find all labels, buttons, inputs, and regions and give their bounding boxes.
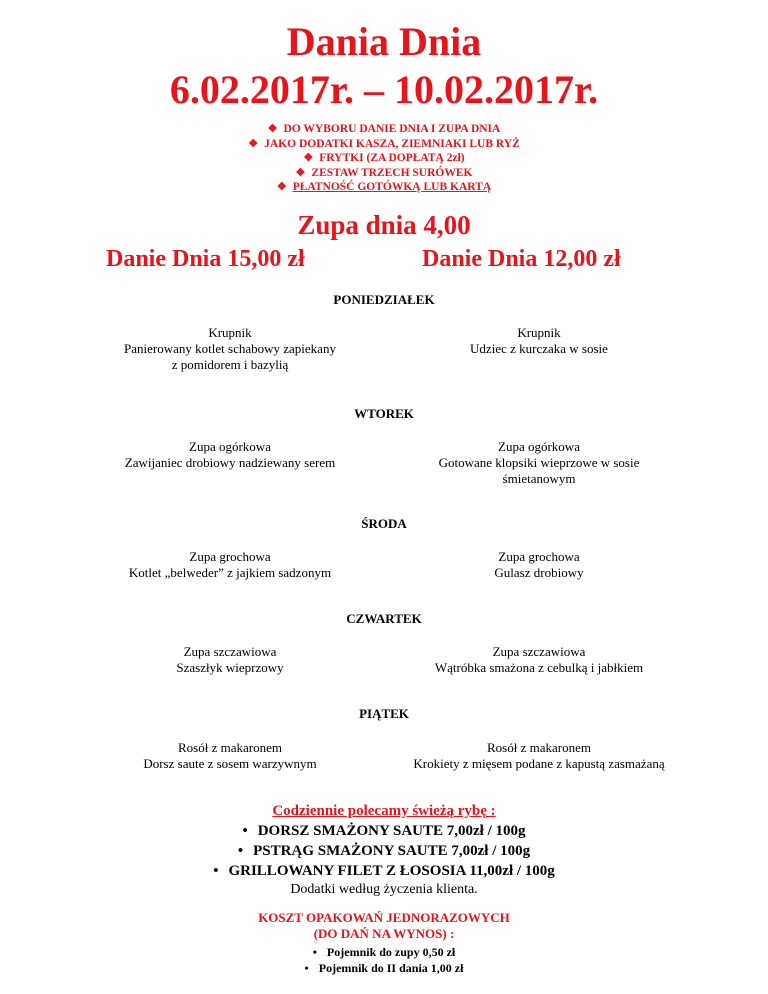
fish-list <box>0 821 768 881</box>
soup-price: Zupa dnia 4,00 <box>297 210 471 240</box>
note-item: ❖ DO WYBORU DANIE DNIA I ZUPA DNIA <box>267 123 501 135</box>
packaging-subheading: (DO DAŃ NA WYNOS) : <box>313 926 455 941</box>
packaging-item: • Pojemnik do zupy 0,50 zł <box>0 944 768 960</box>
day-heading: CZWARTEK <box>346 611 422 626</box>
day-menu-left: Zupa szczawiowa Szaszłyk wieprzowy <box>176 644 284 675</box>
packaging-section <box>0 910 768 976</box>
price-right: Danie Dnia 12,00 zł <box>422 246 621 272</box>
fish-item: • GRILLOWANY FILET Z ŁOSOSIA 11,00zł / 100g <box>0 861 768 881</box>
day-heading: PONIEDZIAŁEK <box>333 292 435 307</box>
fish-item: • PSTRĄG SMAŻONY SAUTE 7,00zł / 100g <box>0 841 768 861</box>
note-item: ❖ PŁATNOŚĆ GOTÓWKĄ LUB KARTĄ <box>276 181 492 193</box>
diamond-bullet-icon: ❖ <box>276 181 287 193</box>
packaging-heading: KOSZT OPAKOWAŃ JEDNORAZOWYCH <box>258 910 510 925</box>
price-left: Danie Dnia 15,00 zł <box>106 246 305 272</box>
day-heading: PIĄTEK <box>359 706 409 721</box>
fish-heading: Codziennie polecamy świeżą rybę : <box>272 803 496 819</box>
day-menu-right: Krupnik Udziec z kurczaka w sosie <box>470 325 608 356</box>
diamond-bullet-icon: ❖ <box>248 137 259 150</box>
diamond-bullet-icon: ❖ <box>303 152 314 164</box>
menu-date-range: 6.02.2017r. – 10.02.2017r. <box>169 67 599 112</box>
day-heading: WTOREK <box>354 406 414 421</box>
packaging-list <box>0 944 768 976</box>
note-item: ❖ FRYTKI (ZA DOPŁATĄ 2zł) <box>303 152 465 164</box>
diamond-bullet-icon: ❖ <box>295 166 306 179</box>
day-menu-left: Zupa grochowa Kotlet „belweder” z jajkiem sadzonym <box>128 549 332 580</box>
fish-section <box>0 802 768 899</box>
day-heading: ŚRODA <box>361 516 407 531</box>
note-item: ❖ ZESTAW TRZECH SURÓWEK <box>295 166 473 179</box>
day-menu-right: Zupa grochowa Gulasz drobiowy <box>494 549 584 580</box>
day-menu-right: Zupa ogórkowa Gotowane klopsiki wieprzowe w sosie śmietanowym <box>438 439 640 486</box>
day-menu-left: Krupnik Panierowany kotlet schabowy zapiekany z pomidorem i bazylią <box>124 325 336 372</box>
day-menu-right: Zupa szczawiowa Wątróbka smażona z cebulką i jabłkiem <box>434 644 644 675</box>
day-menu-right: Rosół z makaronem Krokiety z mięsem podane z kapustą zasmażaną <box>413 740 665 771</box>
fish-item: • DORSZ SMAŻONY SAUTE 7,00zł / 100g <box>0 821 768 841</box>
menu-notes <box>0 122 768 195</box>
menu-title: Dania Dnia <box>286 19 482 64</box>
day-menu-left: Rosół z makaronem Dorsz saute z sosem warzywnym <box>143 740 317 771</box>
note-item: ❖ JAKO DODATKI KASZA, ZIEMNIAKI LUB RYŻ <box>248 137 520 150</box>
packaging-item: • Pojemnik do II dania 1,00 zł <box>0 960 768 976</box>
day-menu-left: Zupa ogórkowa Zawijaniec drobiowy nadziewany serem <box>124 439 336 470</box>
fish-extras-note: Dodatki według życzenia klienta. <box>290 882 478 897</box>
diamond-bullet-icon: ❖ <box>267 123 278 135</box>
